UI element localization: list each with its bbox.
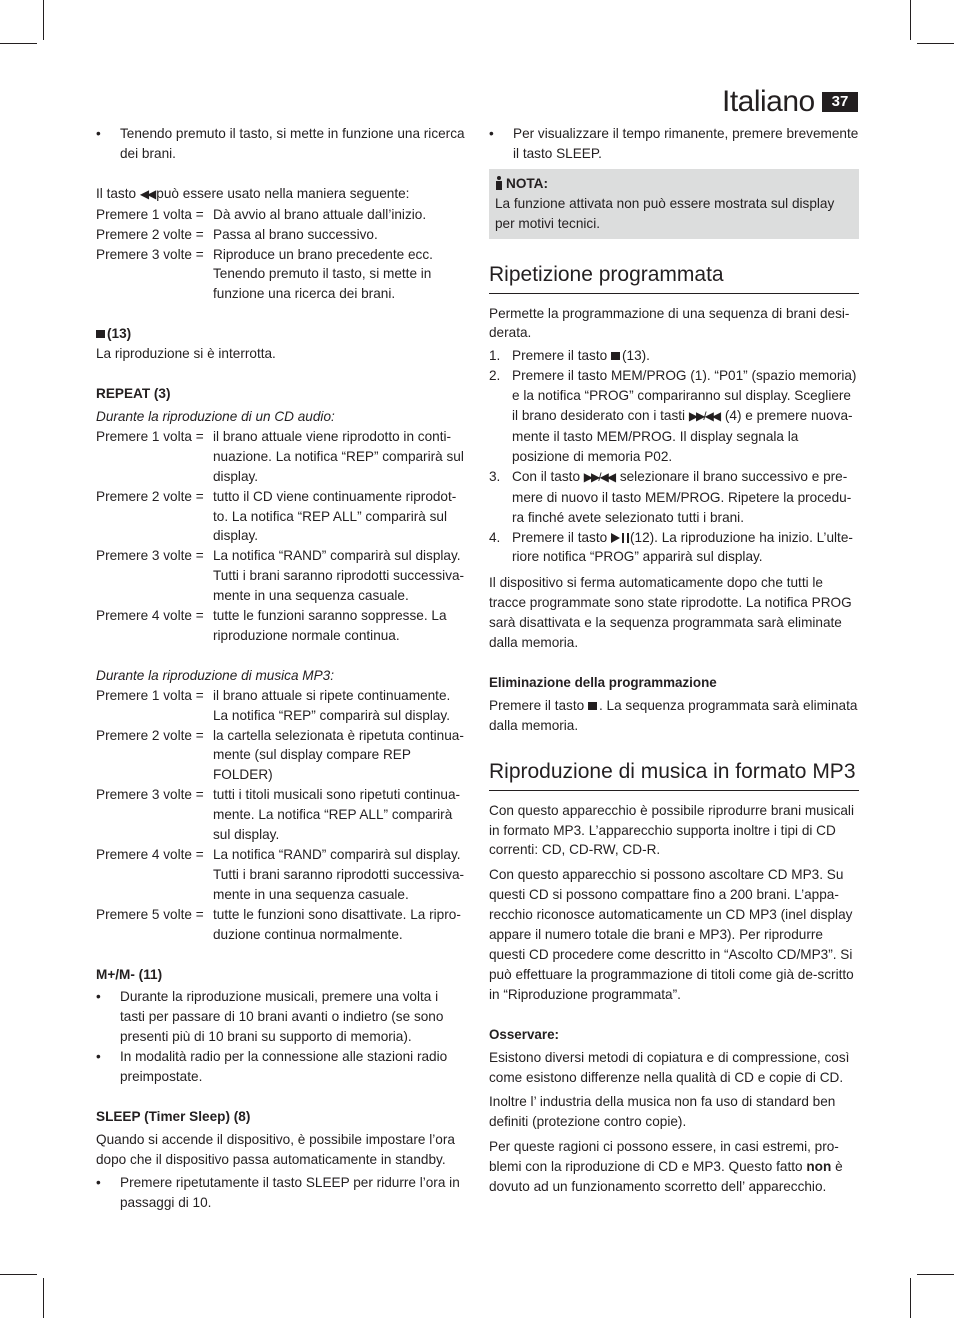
subsection-title: Osservare:: [489, 1026, 559, 1042]
crop-mark: [43, 0, 44, 40]
stop-icon: [611, 352, 620, 360]
crop-mark: [0, 43, 37, 44]
list-item: • Tenendo premuto il tasto, si mette in funzione una ricerca dei brani.: [96, 126, 465, 161]
list-item: 4. Premere il tasto (12). La riproduzione ha inizio. L’ulte-riore notifica “PROG” apparirà sul display.: [489, 529, 853, 565]
press-count: Premere 2 volte =: [96, 488, 204, 504]
press-count: Premere 3 volte =: [96, 787, 204, 803]
press-description: tutti i titoli musicali sono ripetuti continua-mente. La notifica “REP ALL” comparirà sul display.: [213, 787, 461, 843]
paragraph: Il dispositivo si ferma automaticamente dopo che tutti le tracce programmate sono state riprodotte. La notifica PROG sarà disattivata e la sequenza programmata sarà eliminate dalla memoria.: [489, 575, 852, 651]
section-title: (13): [96, 324, 466, 344]
press-description: tutte le funzioni saranno soppresse. La riproduzione normale continua.: [213, 608, 447, 643]
list-item: • Premere ripetutamente il tasto SLEEP per ridurre l’ora in passaggi di 10.: [96, 1174, 460, 1210]
press-count: Premere 5 volte =: [96, 906, 204, 922]
stop-icon: [588, 702, 597, 710]
press-description: il brano attuale si ripete continuamente. La notifica “REP” comparirà sul display.: [213, 687, 451, 723]
paragraph: Con questo apparecchio si possono ascoltare CD MP3. Su questi CD si possono compattare fino a 200 brani. L’appa-recchio riconosce automaticamente un CD MP3 (inel display appare il numero totale die brani e MP3). Per riprodurre questi CD procedere come descritto in “Ascolto CD/MP3”. Si può effettuare la programmazione di titoli come già de-scritto in “Riproduzione programmata”.: [489, 867, 854, 1002]
crop-mark: [917, 43, 954, 44]
press-description: il brano attuale viene riprodotto in conti-nuazione. La notifica “REP” comparirà sul display.: [213, 428, 464, 484]
list-item: • Durante la riproduzione musicali, premere una volta i tasti per passare di 10 brani avanti o indietro (se sono presenti più di 10 brani su supporto di memoria).: [96, 989, 444, 1045]
list-item: • Per visualizzare il tempo rimanente, premere brevemente il tasto SLEEP.: [489, 126, 859, 161]
paragraph: Permette la programmazione di una sequenza di brani desi-derata.: [489, 305, 850, 341]
press-description: tutto il CD viene continuamente riprodot-to. La notifica “REP ALL” comparirà sul display.: [213, 488, 457, 544]
press-description: la cartella selezionata è ripetuta continua-mente (sul display compare REP FOLDER): [213, 727, 464, 783]
press-row: [96, 546, 466, 606]
press-count: Premere 3 volte =: [96, 548, 204, 564]
crop-mark: [43, 1278, 44, 1318]
pause-icon: [622, 533, 629, 543]
press-list: [96, 427, 466, 646]
subsection-title: Durante la riproduzione di un CD audio:: [96, 408, 335, 424]
press-list: [96, 205, 466, 305]
press-description: La notifica “RAND” comparirà sul display. Tutti i brani saranno riprodotti successiva-mente in una sequenza casuale.: [213, 847, 465, 902]
info-icon: [495, 176, 503, 190]
press-row: [96, 726, 466, 786]
press-description: tutte le funzioni sono disattivate. La ripro-duzione continua normalmente.: [213, 906, 461, 942]
list-item: 3. Con il tasto ▶▶/◀◀ selezionare il brano successivo e pre-mere di nuovo il tasto MEM/PROG. Ripetere la procedu-ra finché avete selezionato tutti i brani.: [489, 468, 852, 525]
skip-icon: ▶▶/◀◀: [583, 469, 615, 484]
play-icon: [611, 533, 620, 543]
page-number: 37: [822, 92, 858, 112]
list-item: 1. Premere il tasto (13).: [489, 348, 650, 364]
paragraph: Inoltre l’ industria della musica non fa uso di standard ben definiti (protezione contro copie).: [489, 1094, 836, 1130]
left-column: [96, 124, 466, 1213]
section-title: REPEAT (3): [96, 386, 171, 402]
note-box: NOTA: La funzione attivata non può essere mostrata sul display per motivi tecnici.: [489, 169, 859, 239]
press-description: Riproduce un brano precedente ecc. Tenendo premuto il tasto, si mette in funzione una ricerca dei brani.: [213, 246, 433, 302]
press-count: Premere 1 volta =: [96, 206, 204, 222]
section-title: M+/M- (11): [96, 966, 163, 982]
press-row: [96, 845, 466, 905]
press-count: Premere 4 volte =: [96, 847, 204, 862]
right-column: [489, 124, 859, 1197]
press-count: Premere 4 volte =: [96, 608, 204, 624]
subsection-title: Durante la riproduzione di musica MP3:: [96, 667, 335, 683]
previous-icon: ◀◀: [139, 186, 155, 201]
press-list: [96, 686, 466, 945]
press-row: [96, 905, 466, 945]
paragraph: Quando si accende il dispositivo, è possibile impostare l’ora dopo che il dispositivo passa automaticamente in standby.: [96, 1131, 455, 1167]
list-item: • In modalità radio per la connessione alle stazioni radio preimpostate.: [96, 1049, 448, 1085]
stop-icon: [96, 330, 105, 338]
list-item: 2. Premere il tasto MEM/PROG (1). “P01” (spazio memoria) e la notifica “PROG” compariranno sul display. Scegliere il brano desiderato con i tasti ▶▶/◀◀ (4) e premere nuova-mente il tasto MEM/PROG. Il display segnala la posizione di memoria P02.: [489, 368, 857, 464]
subsection-title: Eliminazione della programmazione: [489, 674, 717, 690]
press-description: La notifica “RAND” comparirà sul display. Tutti i brani saranno riprodotti successiva-mente in una sequenza casuale.: [213, 548, 465, 604]
press-description: Passa al brano successivo.: [213, 226, 378, 242]
press-row: [96, 606, 466, 646]
press-row: [96, 487, 466, 547]
paragraph: Con questo apparecchio è possibile riprodurre brani musicali in formato MP3. L’apparecchio supporta inoltre i tipi di CD correnti: CD, CD-RW, CD-R.: [489, 802, 854, 858]
paragraph: Premere il tasto . La sequenza programmata sarà eliminata dalla memoria.: [489, 697, 858, 733]
skip-icon: ▶▶/◀◀: [688, 409, 720, 424]
press-row: [96, 245, 466, 305]
press-row: [96, 785, 466, 845]
crop-mark: [917, 1274, 954, 1275]
section-title: SLEEP (Timer Sleep) (8): [96, 1108, 251, 1124]
press-count: Premere 1 volta =: [96, 428, 204, 444]
paragraph: Per queste ragioni ci possono essere, in casi estremi, pro-blemi con la riproduzione di CD e MP3. Questo fatto non è dovuto ad un funzionamento scorretto dell’ apparecchio.: [489, 1139, 843, 1195]
press-row: [96, 686, 466, 726]
crop-mark: [0, 1274, 37, 1275]
press-count: Premere 2 volte =: [96, 727, 204, 743]
crop-mark: [910, 0, 911, 40]
section-heading: Ripetizione programmata: [489, 261, 859, 294]
paragraph: Esistono diversi metodi di copiatura e di compressione, così come esistono differenze nella qualità di CD e copie di CD.: [489, 1049, 850, 1085]
press-description: Dà avvio al brano attuale dall’inizio.: [213, 206, 427, 222]
section-heading: Riproduzione di musica in formato MP3: [489, 758, 859, 791]
crop-mark: [910, 1278, 911, 1318]
press-row: [96, 427, 466, 487]
press-row: [96, 205, 466, 225]
press-count: Premere 3 volte =: [96, 246, 204, 262]
page-header-language: Italiano: [722, 85, 815, 118]
press-count: Premere 1 volta =: [96, 687, 204, 703]
paragraph: La riproduzione si è interrotta.: [96, 346, 276, 362]
paragraph: Il tasto ◀◀ può essere usato nella maniera seguente:: [96, 185, 410, 201]
press-row: [96, 225, 466, 245]
press-count: Premere 2 volte =: [96, 226, 204, 242]
